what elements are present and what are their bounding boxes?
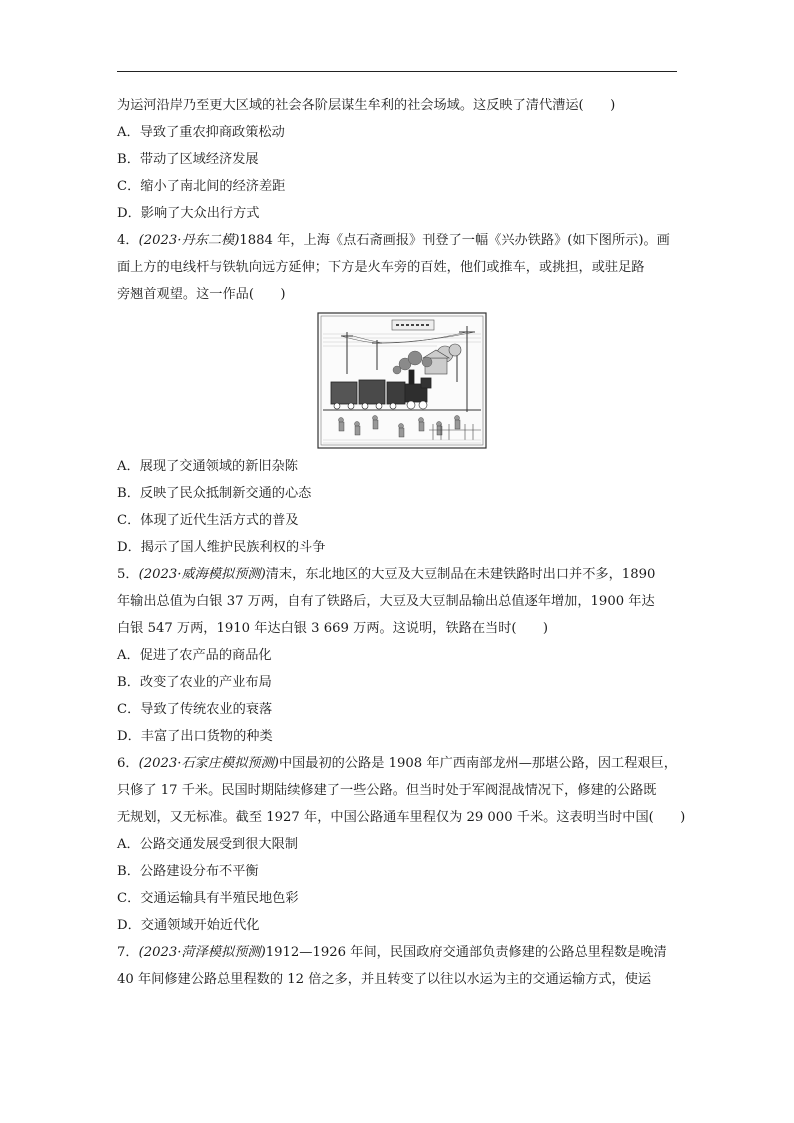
page-content — [117, 92, 686, 993]
q7-stem-line-2: 40 年间修建公路总里程数的 12 倍之多，并且转变了以往以水运为主的交通运输方式，使运 — [117, 972, 652, 987]
q4-text-1: 1884 年，上海《点石斋画报》刊登了一幅《兴办铁路》(如下图所示)。画 — [239, 233, 670, 248]
q5-option-a: A．促进了农产品的商品化 — [117, 648, 272, 663]
q6-option-c: C．交通运输具有半殖民地色彩 — [117, 891, 299, 906]
q4-figure — [117, 312, 679, 453]
header-rule — [117, 71, 677, 72]
q4-option-c: C．体现了近代生活方式的普及 — [117, 513, 299, 528]
q4-option-b: B．反映了民众抵制新交通的心态 — [117, 486, 312, 501]
q6-source: (2023·石家庄模拟预测) — [138, 756, 279, 771]
q7-source: (2023·菏泽模拟预测) — [138, 945, 266, 960]
q5-stem-line-3: 白银 547 万两，1910 年达白银 3 669 万两。这说明，铁路在当时( ) — [117, 621, 549, 636]
q5-option-d: D．丰富了出口货物的种类 — [117, 729, 273, 744]
q6-option-d: D．交通领域开始近代化 — [117, 918, 260, 933]
q7-number: 7． — [117, 945, 139, 960]
q6-stem-line-1 — [117, 750, 679, 777]
q4-stem-line-1 — [117, 227, 679, 254]
q5-source: (2023·威海模拟预测) — [138, 567, 266, 582]
q6-text-1: 中国最初的公路是 1908 年广西南部龙州—那堪公路，因工程艰巨， — [278, 756, 677, 771]
q3-continuation: 为运河沿岸乃至更大区域的社会各阶层谋生牟利的社会场域。这反映了清代漕运( ) — [117, 98, 616, 113]
q5-option-c: C．导致了传统农业的衰落 — [117, 702, 273, 717]
q3-option-d: D．影响了大众出行方式 — [117, 206, 260, 221]
q5-text-1: 清末，东北地区的大豆及大豆制品在未建铁路时出口并不多，1890 — [265, 567, 656, 582]
q5-number: 5． — [117, 567, 139, 582]
railway-engraving-illustration-icon — [317, 312, 487, 449]
q5-option-b: B．改变了农业的产业布局 — [117, 675, 272, 690]
q4-stem-line-2: 面上方的电线杆与铁轨向远方延伸；下方是火车旁的百姓，他们或推车，或挑担，或驻足路 — [117, 260, 645, 275]
q6-option-b: B．公路建设分布不平衡 — [117, 864, 259, 879]
q7-stem-line-1 — [117, 939, 679, 966]
q3-option-a: A．导致了重农抑商政策松动 — [117, 125, 285, 140]
q4-option-d: D．揭示了国人维护民族利权的斗争 — [117, 540, 326, 555]
q7-text-1: 1912—1926 年间，民国政府交通部负责修建的公路总里程数是晚清 — [265, 945, 667, 960]
q5-stem-line-2: 年输出总值为白银 37 万两，自有了铁路后，大豆及大豆制品输出总值逐年增加，1900 年达 — [117, 594, 655, 609]
q4-number: 4． — [117, 233, 139, 248]
q3-option-b: B．带动了区域经济发展 — [117, 152, 259, 167]
q5-stem-line-1 — [117, 561, 679, 588]
q4-source: (2023·丹东二模) — [138, 233, 240, 248]
q6-stem-line-3: 无规划，又无标准。截至 1927 年，中国公路通车里程仅为 29 000 千米。这表明当时中国( ) — [117, 810, 686, 825]
q3-option-c: C．缩小了南北间的经济差距 — [117, 179, 286, 194]
q6-number: 6． — [117, 756, 139, 771]
q6-option-a: A．公路交通发展受到很大限制 — [117, 837, 298, 852]
q6-stem-line-2: 只修了 17 千米。民国时期陆续修建了一些公路。但当时处于军阀混战情况下，修建的公路既 — [117, 783, 657, 798]
q4-option-a: A．展现了交通领域的新旧杂陈 — [117, 459, 298, 474]
q4-stem-line-3: 旁翘首观望。这一作品( ) — [117, 287, 286, 302]
